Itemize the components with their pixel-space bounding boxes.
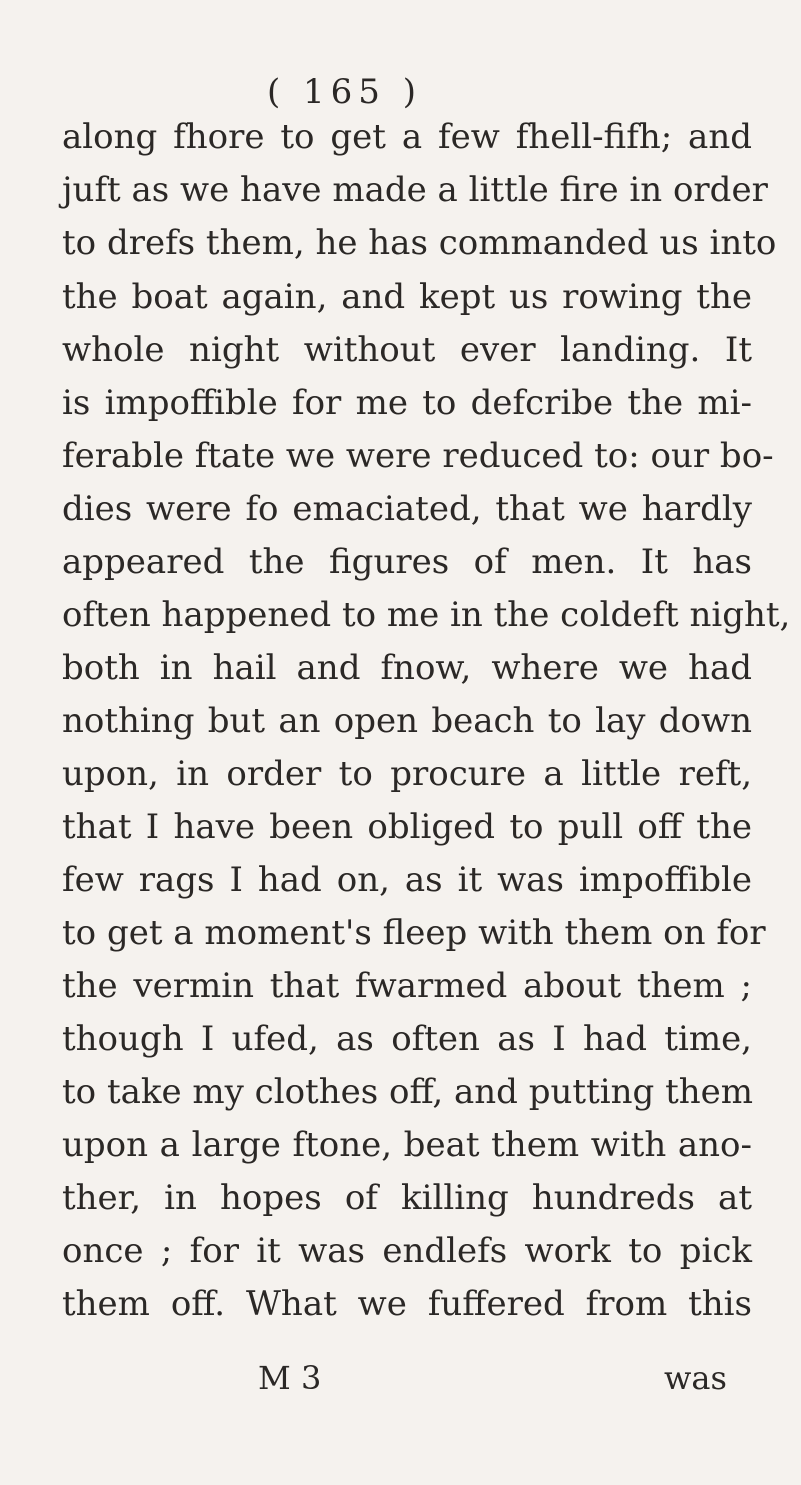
text-line: the vermin that fwarmed about them ; [62,966,752,1006]
text-line: though I ufed, as often as I had time, [62,1019,752,1059]
text-line: to drefs them, he has commanded us into [62,223,777,263]
text-line: ferable ftate we were reduced to: our bo- [62,436,774,476]
text-line: the boat again, and kept us rowing the [62,277,752,317]
catchword: was [664,1359,727,1397]
text-line: to take my clothes off, and putting them [62,1072,754,1112]
signature-mark: M 3 [258,1359,322,1397]
text-line: to get a moment's fleep with them on for [62,913,766,953]
text-line: often happened to me in the coldeft night, [62,595,791,635]
text-line: once ; for it was endlefs work to pick [62,1231,752,1271]
text-line: them off. What we fuffered from this [62,1284,752,1324]
text-line: upon, in order to procure a little reft, [62,754,752,794]
text-line: dies were fo emaciated, that we hardly [62,489,752,529]
text-line: along fhore to get a few fhell-fifh; and [62,117,752,157]
text-line: both in hail and fnow, where we had [62,648,752,688]
text-line: that I have been obliged to pull off the [62,807,752,847]
text-line: few rags I had on, as it was impoffible [62,860,752,900]
text-line: appeared the figures of men. It has [62,542,752,582]
page-number-header: ( 165 ) [266,72,423,112]
text-line: ther, in hopes of killing hundreds at [62,1178,752,1218]
text-line: is impoffible for me to defcribe the mi- [62,383,752,423]
text-line: nothing but an open beach to lay down [62,701,752,741]
text-line: upon a large ftone, beat them with ano- [62,1125,752,1165]
text-line: juft as we have made a little fire in order [62,170,768,210]
text-line: whole night without ever landing. It [62,330,752,370]
